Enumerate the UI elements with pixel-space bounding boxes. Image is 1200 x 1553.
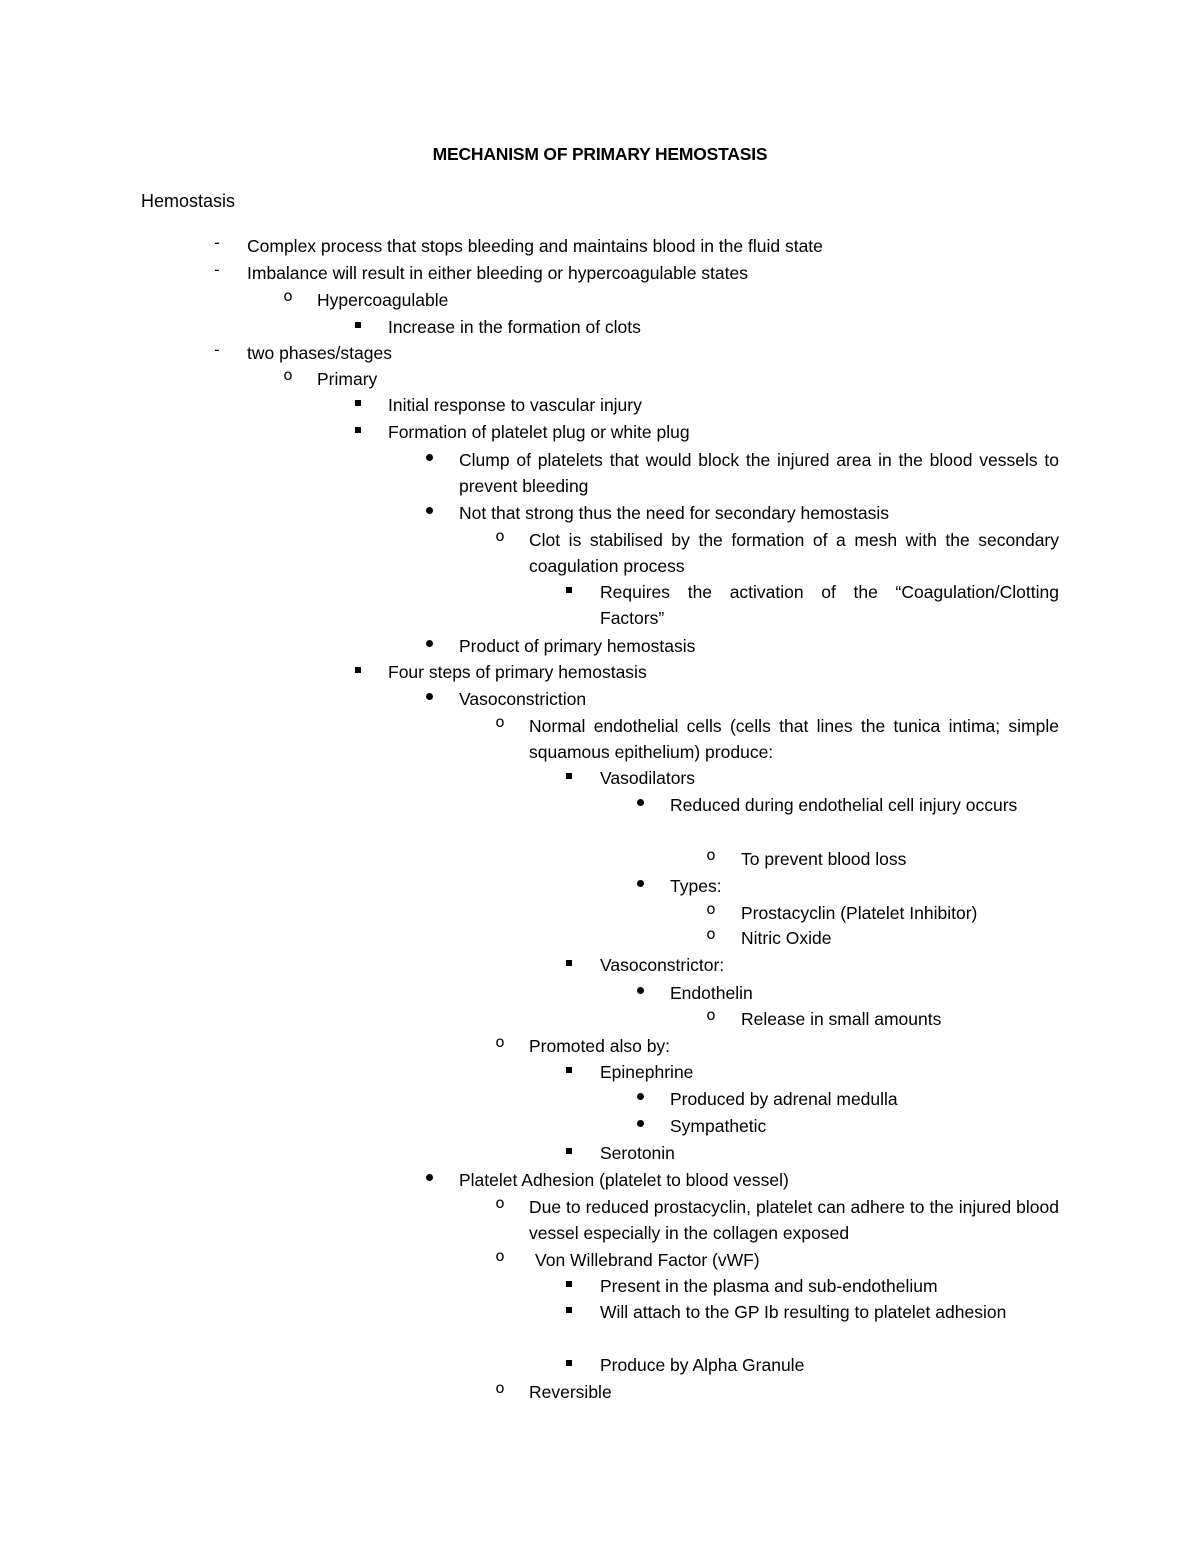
dash-bullet-icon: - bbox=[214, 260, 220, 279]
square-bullet-icon bbox=[557, 1273, 581, 1294]
list-item: Imbalance will result in either bleeding or hypercoagulable states bbox=[247, 263, 748, 283]
list-item: Vasodilators bbox=[600, 768, 696, 788]
square-bullet-icon bbox=[557, 1352, 581, 1373]
circle-bullet-icon: o bbox=[706, 925, 716, 943]
circle-bullet-icon: o bbox=[706, 1006, 716, 1024]
list-item: Promoted also by: bbox=[529, 1036, 671, 1056]
list-item: Reversible bbox=[529, 1382, 612, 1402]
square-bullet-icon bbox=[557, 1140, 581, 1161]
square-bullet-icon bbox=[557, 1299, 581, 1320]
square-bullet-icon bbox=[346, 314, 370, 335]
dot-bullet-icon bbox=[417, 633, 441, 654]
dash-bullet-icon: - bbox=[214, 340, 220, 359]
list-item: Release in small amounts bbox=[741, 1009, 942, 1029]
list-item: Requires the activation of the “Coagulation/Clotting Factors” bbox=[600, 582, 1059, 628]
circle-bullet-icon: o bbox=[495, 1033, 505, 1051]
list-item: Four steps of primary hemostasis bbox=[388, 662, 647, 682]
list-item: Increase in the formation of clots bbox=[388, 317, 641, 337]
list-item: Initial response to vascular injury bbox=[388, 395, 642, 415]
list-item: Product of primary hemostasis bbox=[459, 636, 696, 656]
dot-bullet-icon bbox=[628, 873, 652, 894]
dot-bullet-icon bbox=[417, 447, 441, 468]
dot-bullet-icon bbox=[417, 686, 441, 707]
square-bullet-icon bbox=[557, 1059, 581, 1080]
dot-bullet-icon bbox=[417, 500, 441, 521]
dot-bullet-icon bbox=[628, 1113, 652, 1134]
dot-bullet-icon bbox=[417, 1167, 441, 1188]
list-item: Vasoconstriction bbox=[459, 689, 587, 709]
list-item: Nitric Oxide bbox=[741, 928, 832, 948]
circle-bullet-icon: o bbox=[495, 1194, 505, 1212]
list-item: Primary bbox=[317, 369, 378, 389]
circle-bullet-icon: o bbox=[495, 1379, 505, 1397]
dot-bullet-icon bbox=[628, 980, 652, 1001]
dot-bullet-icon bbox=[628, 1086, 652, 1107]
list-item: Present in the plasma and sub-endothelium bbox=[600, 1276, 938, 1296]
list-item: Platelet Adhesion (platelet to blood vessel) bbox=[459, 1170, 789, 1190]
list-item: Reduced during endothelial cell injury occurs bbox=[670, 795, 1018, 815]
list-item: Types: bbox=[670, 876, 722, 896]
list-item: To prevent blood loss bbox=[741, 849, 907, 869]
list-item: Not that strong thus the need for secondary hemostasis bbox=[459, 503, 889, 523]
list-item: Prostacyclin (Platelet Inhibitor) bbox=[741, 903, 978, 923]
list-item: Normal endothelial cells (cells that lines the tunica intima; simple squamous epithelium) produce: bbox=[529, 716, 1059, 762]
dash-bullet-icon: - bbox=[214, 233, 220, 252]
list-item: Epinephrine bbox=[600, 1062, 694, 1082]
square-bullet-icon bbox=[346, 659, 370, 680]
list-item: Produced by adrenal medulla bbox=[670, 1089, 898, 1109]
list-item: Formation of platelet plug or white plug bbox=[388, 422, 690, 442]
circle-bullet-icon: o bbox=[706, 900, 716, 918]
dot-bullet-icon bbox=[628, 792, 652, 813]
list-item: Due to reduced prostacyclin, platelet can adhere to the injured blood vessel especially in the collagen exposed bbox=[529, 1197, 1059, 1243]
list-item: Serotonin bbox=[600, 1143, 675, 1163]
list-item: Sympathetic bbox=[670, 1116, 767, 1136]
circle-bullet-icon: o bbox=[495, 1247, 505, 1265]
square-bullet-icon bbox=[557, 765, 581, 786]
circle-bullet-icon: o bbox=[283, 287, 293, 305]
list-item: Produce by Alpha Granule bbox=[600, 1355, 805, 1375]
list-item: Will attach to the GP Ib resulting to platelet adhesion bbox=[600, 1302, 1007, 1322]
square-bullet-icon bbox=[346, 392, 370, 413]
section-heading: Hemostasis bbox=[141, 191, 236, 211]
list-item: Clot is stabilised by the formation of a mesh with the secondary coagulation process bbox=[529, 530, 1059, 576]
square-bullet-icon bbox=[346, 419, 370, 440]
list-item: Clump of platelets that would block the injured area in the blood vessels to prevent bleeding bbox=[459, 450, 1059, 496]
circle-bullet-icon: o bbox=[283, 366, 293, 384]
list-item: Vasoconstrictor: bbox=[600, 955, 725, 975]
circle-bullet-icon: o bbox=[706, 846, 716, 864]
circle-bullet-icon: o bbox=[495, 713, 505, 731]
document-title: MECHANISM OF PRIMARY HEMOSTASIS bbox=[432, 144, 768, 164]
list-item: Hypercoagulable bbox=[317, 290, 449, 310]
list-item: Endothelin bbox=[670, 983, 753, 1003]
list-item: Complex process that stops bleeding and maintains blood in the fluid state bbox=[247, 236, 823, 256]
circle-bullet-icon: o bbox=[495, 527, 505, 545]
list-item: two phases/stages bbox=[247, 343, 392, 363]
list-item: Von Willebrand Factor (vWF) bbox=[535, 1250, 760, 1270]
square-bullet-icon bbox=[557, 579, 581, 600]
square-bullet-icon bbox=[557, 952, 581, 973]
